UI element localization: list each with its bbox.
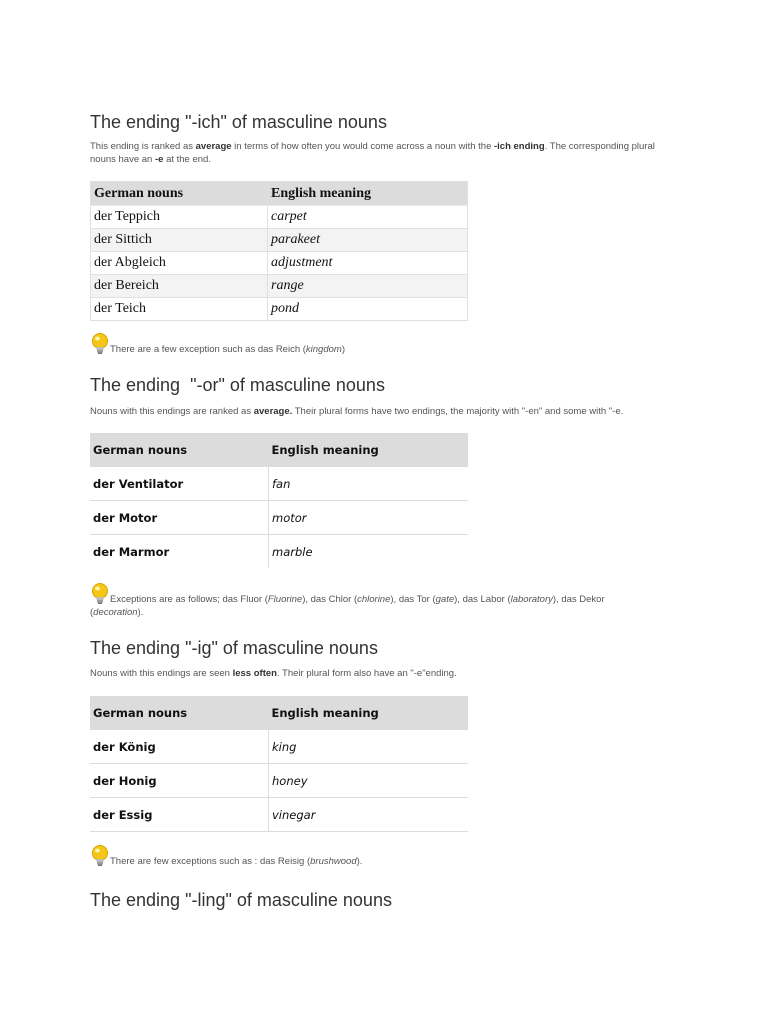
table-row: der Ventilator fan [90, 467, 468, 501]
table-row: der Sittich parakeet [91, 229, 468, 252]
table-row: der Abgleich adjustment [91, 252, 468, 275]
lightbulb-icon [90, 582, 110, 606]
vocab-table-or [90, 433, 468, 568]
table-header-row [91, 182, 468, 206]
table-row: der Teich pond [91, 298, 468, 321]
table-header-row [90, 696, 468, 730]
header-german: German nouns [90, 696, 269, 730]
vocab-table-ich [90, 181, 468, 321]
section-title-or: The ending "-or" of masculine nouns [90, 375, 385, 395]
lightbulb-icon [90, 844, 110, 868]
section-title-ig: The ending "-ig" of masculine nouns [90, 638, 378, 658]
section-intro-or: Nouns with this endings are ranked as average. Their plural forms have two endings, the majority with "-en" and some with "-e. [90, 406, 624, 417]
lightbulb-icon [90, 332, 110, 356]
section-title-ich: The ending "-ich" of masculine nouns [90, 112, 387, 132]
table-row: der Bereich range [91, 275, 468, 298]
table-row: der Marmor marble [90, 535, 468, 569]
section-title-ling: The ending "-ling" of masculine nouns [90, 890, 392, 910]
tip-ig: There are few exceptions such as : das Reisig (brushwood). [90, 844, 650, 868]
table-row: der Motor motor [90, 501, 468, 535]
section-intro-ig: Nouns with this endings are seen less often. Their plural form also have an "-e"ending. [90, 668, 457, 679]
tip-ich: There are a few exception such as das Reich (kingdom) [90, 332, 650, 356]
tip-or: Exceptions are as follows; das Fluor (Fluorine), das Chlor (chlorine), das Tor (gate), das Labor (laboratory), das Dekor (decoration). [90, 582, 635, 619]
table-row: der Essig vinegar [90, 798, 468, 832]
table-row: der Teppich carpet [91, 206, 468, 229]
table-header-row [90, 433, 468, 467]
header-german: German nouns [90, 433, 269, 467]
header-german: German nouns [91, 182, 268, 206]
header-english: English meaning [269, 696, 469, 730]
header-english: English meaning [269, 433, 469, 467]
header-english: English meaning [268, 182, 468, 206]
table-row: der Honig honey [90, 764, 468, 798]
vocab-table-ig [90, 696, 468, 832]
section-intro-ich: This ending is ranked as average in terms of how often you would come across a noun with the -ich ending. The corresponding plural nouns have an -e at the end. [90, 141, 655, 165]
table-row: der König king [90, 730, 468, 764]
